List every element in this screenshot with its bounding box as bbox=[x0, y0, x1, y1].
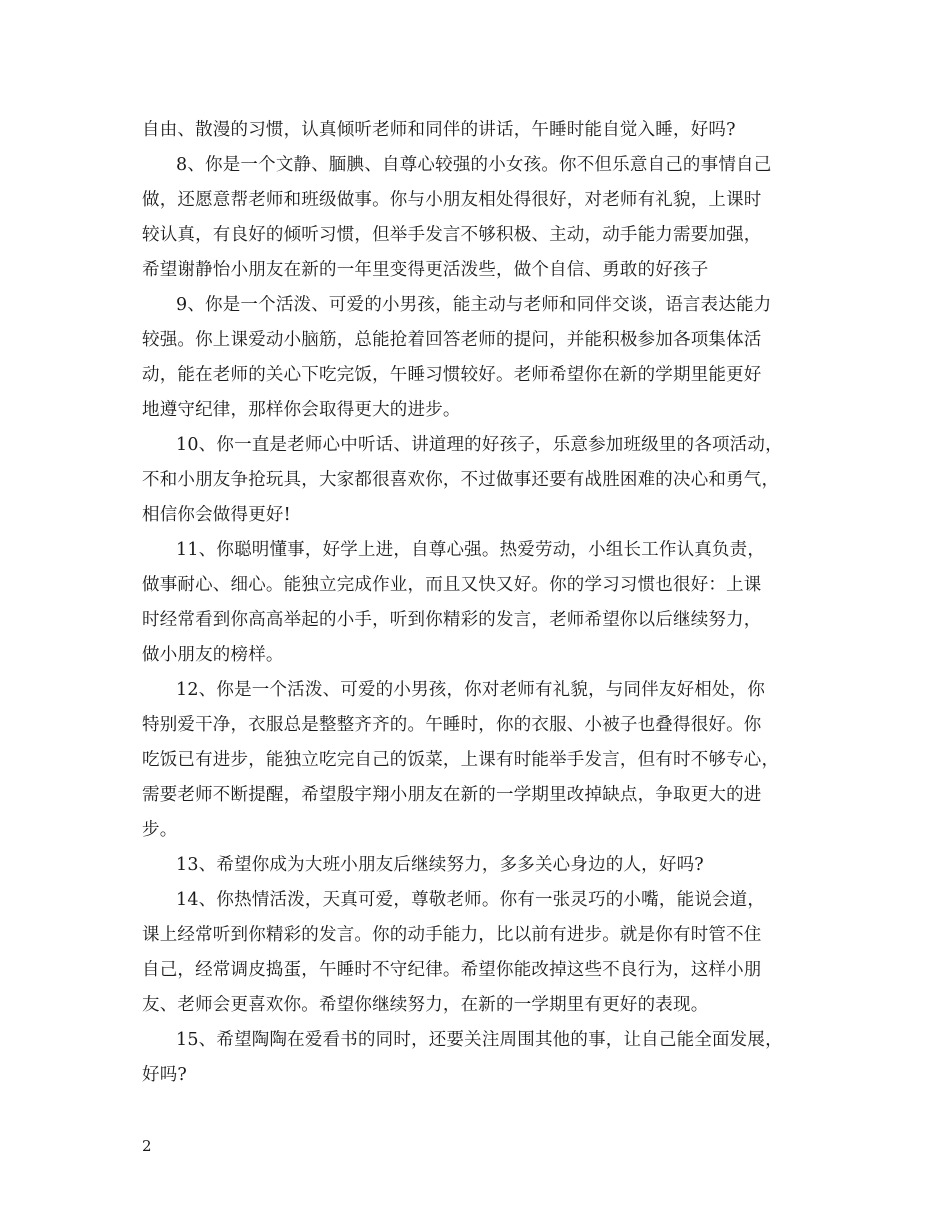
text-line: 12、你是一个活泼、可爱的小男孩，你对老师有礼貌，与同伴友好相处，你 bbox=[176, 680, 766, 700]
text-line: 课上经常听到你精彩的发言。你的动手能力，比以前有进步。就是你有时管不住 bbox=[142, 925, 762, 945]
text-line: 好吗? bbox=[142, 1065, 187, 1085]
text-line: 步。 bbox=[142, 820, 178, 840]
text-line: 10、你一直是老师心中听话、讲道理的好孩子，乐意参加班级里的各项活动， bbox=[176, 435, 783, 455]
text-line: 9、你是一个活泼、可爱的小男孩，能主动与老师和同伴交谈，语言表达能力 bbox=[176, 295, 772, 315]
text-line: 自己，经常调皮捣蛋，午睡时不守纪律。希望你能改掉这些不良行为，这样小朋 bbox=[142, 960, 762, 980]
text-line: 动，能在老师的关心下吃完饭，午睡习惯较好。老师希望你在新的学期里能更好 bbox=[142, 365, 762, 385]
text-line: 做，还愿意帮老师和班级做事。你与小朋友相处得很好，对老师有礼貌，上课时 bbox=[142, 190, 762, 210]
text-line: 11、你聪明懂事，好学上进，自尊心强。热爱劳动，小组长工作认真负责， bbox=[176, 540, 766, 560]
text-line: 吃饭已有进步，能独立吃完自己的饭菜，上课有时能举手发言，但有时不够专心， bbox=[142, 750, 780, 770]
text-line: 时经常看到你高高举起的小手，听到你精彩的发言，老师希望你以后继续努力， bbox=[142, 610, 762, 630]
text-line: 13、希望你成为大班小朋友后继续努力，多多关心身边的人，好吗? bbox=[176, 855, 704, 875]
text-line: 14、你热情活泼，天真可爱，尊敬老师。你有一张灵巧的小嘴，能说会道， bbox=[176, 890, 766, 910]
text-line: 地遵守纪律，那样你会取得更大的进步。 bbox=[142, 400, 461, 420]
text-line: 友、老师会更喜欢你。希望你继续努力，在新的一学期里有更好的表现。 bbox=[142, 995, 709, 1015]
text-line: 15、希望陶陶在爱看书的同时，还要关注周围其他的事，让自己能全面发展， bbox=[176, 1030, 783, 1050]
text-line: 希望谢静怡小朋友在新的一年里变得更活泼些，做个自信、勇敢的好孩子 bbox=[142, 260, 709, 280]
page-number: 2 bbox=[142, 1137, 152, 1155]
text-line: 需要老师不断提醒，希望殷宇翔小朋友在新的一学期里改掉缺点，争取更大的进 bbox=[142, 785, 762, 805]
text-line: 特别爱干净，衣服总是整整齐齐的。午睡时，你的衣服、小被子也叠得很好。你 bbox=[142, 715, 762, 735]
text-line: 较认真，有良好的倾听习惯，但举手发言不够积极、主动，动手能力需要加强， bbox=[142, 225, 762, 245]
text-line: 相信你会做得更好! bbox=[142, 505, 291, 525]
text-line: 做小朋友的榜样。 bbox=[142, 645, 284, 665]
text-line: 做事耐心、细心。能独立完成作业，而且又快又好。你的学习习惯也很好：上课 bbox=[142, 575, 762, 595]
text-line: 8、你是一个文静、腼腆、自尊心较强的小女孩。你不但乐意自己的事情自己 bbox=[176, 155, 772, 175]
text-line: 不和小朋友争抢玩具，大家都很喜欢你，不过做事还要有战胜困难的决心和勇气， bbox=[142, 470, 780, 490]
text-line: 自由、散漫的习惯，认真倾听老师和同伴的讲话，午睡时能自觉入睡，好吗? bbox=[142, 120, 736, 140]
text-line: 较强。你上课爱动小脑筋，总能抢着回答老师的提问，并能积极参加各项集体活 bbox=[142, 330, 762, 350]
